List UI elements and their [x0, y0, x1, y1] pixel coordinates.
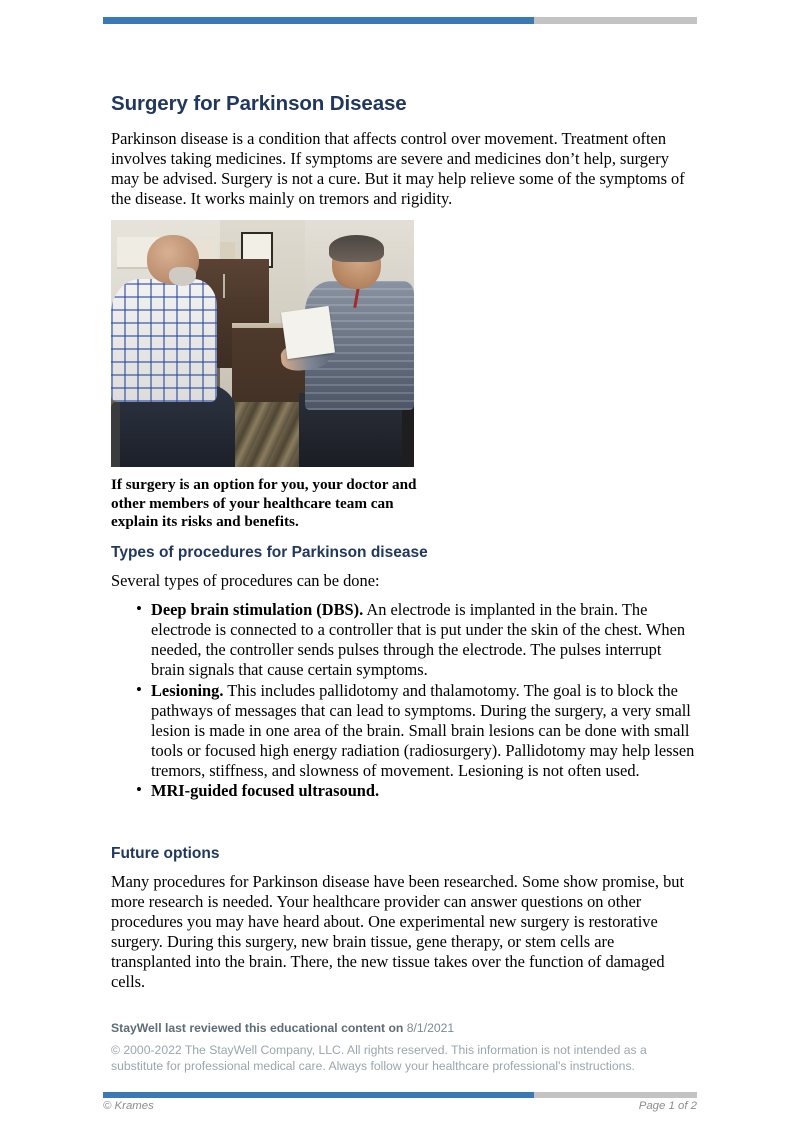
reviewed-date: 8/1/2021 — [406, 1020, 455, 1035]
header-rule — [103, 17, 697, 24]
section-future-options — [111, 845, 697, 992]
section-lead-types: Several types of procedures can be done: — [111, 571, 380, 591]
section-heading-future: Future options — [111, 845, 220, 863]
header-rule-gray-segment — [534, 17, 697, 24]
footer-rule-gray-segment — [534, 1092, 697, 1098]
article-photo — [111, 220, 414, 467]
section-types-of-procedures — [111, 544, 697, 801]
footer-rule — [103, 1092, 697, 1098]
reviewed-line — [111, 1021, 697, 1035]
list-item-lead-in: MRI-guided focused ultrasound. — [151, 781, 380, 801]
section-heading-types: Types of procedures for Parkinson disease — [111, 544, 428, 562]
section-body-future: Many procedures for Parkinson disease have been researched. Some show promise, but more research is needed. Your healthcare provider can answer questions on other procedures you may have heard about. One experimental new surgery is restorative surgery. During this surgery, new brain tissue, gene therapy, or stem cells are transplanted into the brain. There, the new tissue takes over the function of damaged cells. — [111, 872, 685, 991]
list-item-text: This includes pallidotomy and thalamotomy. The goal is to block the pathways of messages that can lead to symptoms. During the surgery, a very small lesion is made in one area of the brain. Small brain lesions can be done with small tools or focused high energy radiation (radiosurgery). Pallidotomy may help lessen tremors, stiffness, and slowness of movement. Lesioning is not often used. — [151, 680, 695, 780]
list-item-lead-in: Lesioning. — [151, 680, 224, 700]
copyright-text: © 2000-2022 The StayWell Company, LLC. All rights reserved. This information is not intended as a substitute for professional medical care. Always follow your healthcare professional's instructions. — [111, 1042, 647, 1074]
reviewed-label: StayWell last reviewed this educational content on — [111, 1020, 404, 1035]
page-title: Surgery for Parkinson Disease — [111, 92, 407, 115]
procedures-list — [111, 600, 697, 801]
photo-scene — [111, 220, 414, 467]
page-footer — [103, 1100, 697, 1112]
photo-caption: If surgery is an option for you, your doctor and other members of your healthcare team can explain its risks and benefits. — [111, 475, 417, 531]
document-content — [111, 92, 697, 1074]
list-item — [151, 781, 697, 801]
intro-paragraph: Parkinson disease is a condition that affects control over movement. Treatment often involves taking medicines. If symptoms are severe and medicines don’t help, surgery may be advised. Surgery is not a cure. But it may help relieve some of the symptoms of the disease. It works mainly on tremors and rigidity. — [111, 129, 685, 208]
footer-copyright: © Krames — [103, 1100, 154, 1112]
footer-rule-blue-segment — [103, 1092, 534, 1098]
list-item-text: An electrode is implanted in the brain. The electrode is connected to a controller that is put under the skin of the chest. When needed, the controller sends pulses through the electrode. The pulses interrupt brain signals that cause certain symptoms. — [151, 600, 686, 679]
attribution-block — [111, 1021, 697, 1074]
footer-page-number: Page 1 of 2 — [638, 1100, 697, 1112]
list-item — [151, 681, 697, 781]
header-rule-blue-segment — [103, 17, 534, 24]
section-spacer — [111, 802, 697, 845]
list-item-lead-in: Deep brain stimulation (DBS). — [151, 600, 364, 620]
list-item — [151, 600, 697, 680]
